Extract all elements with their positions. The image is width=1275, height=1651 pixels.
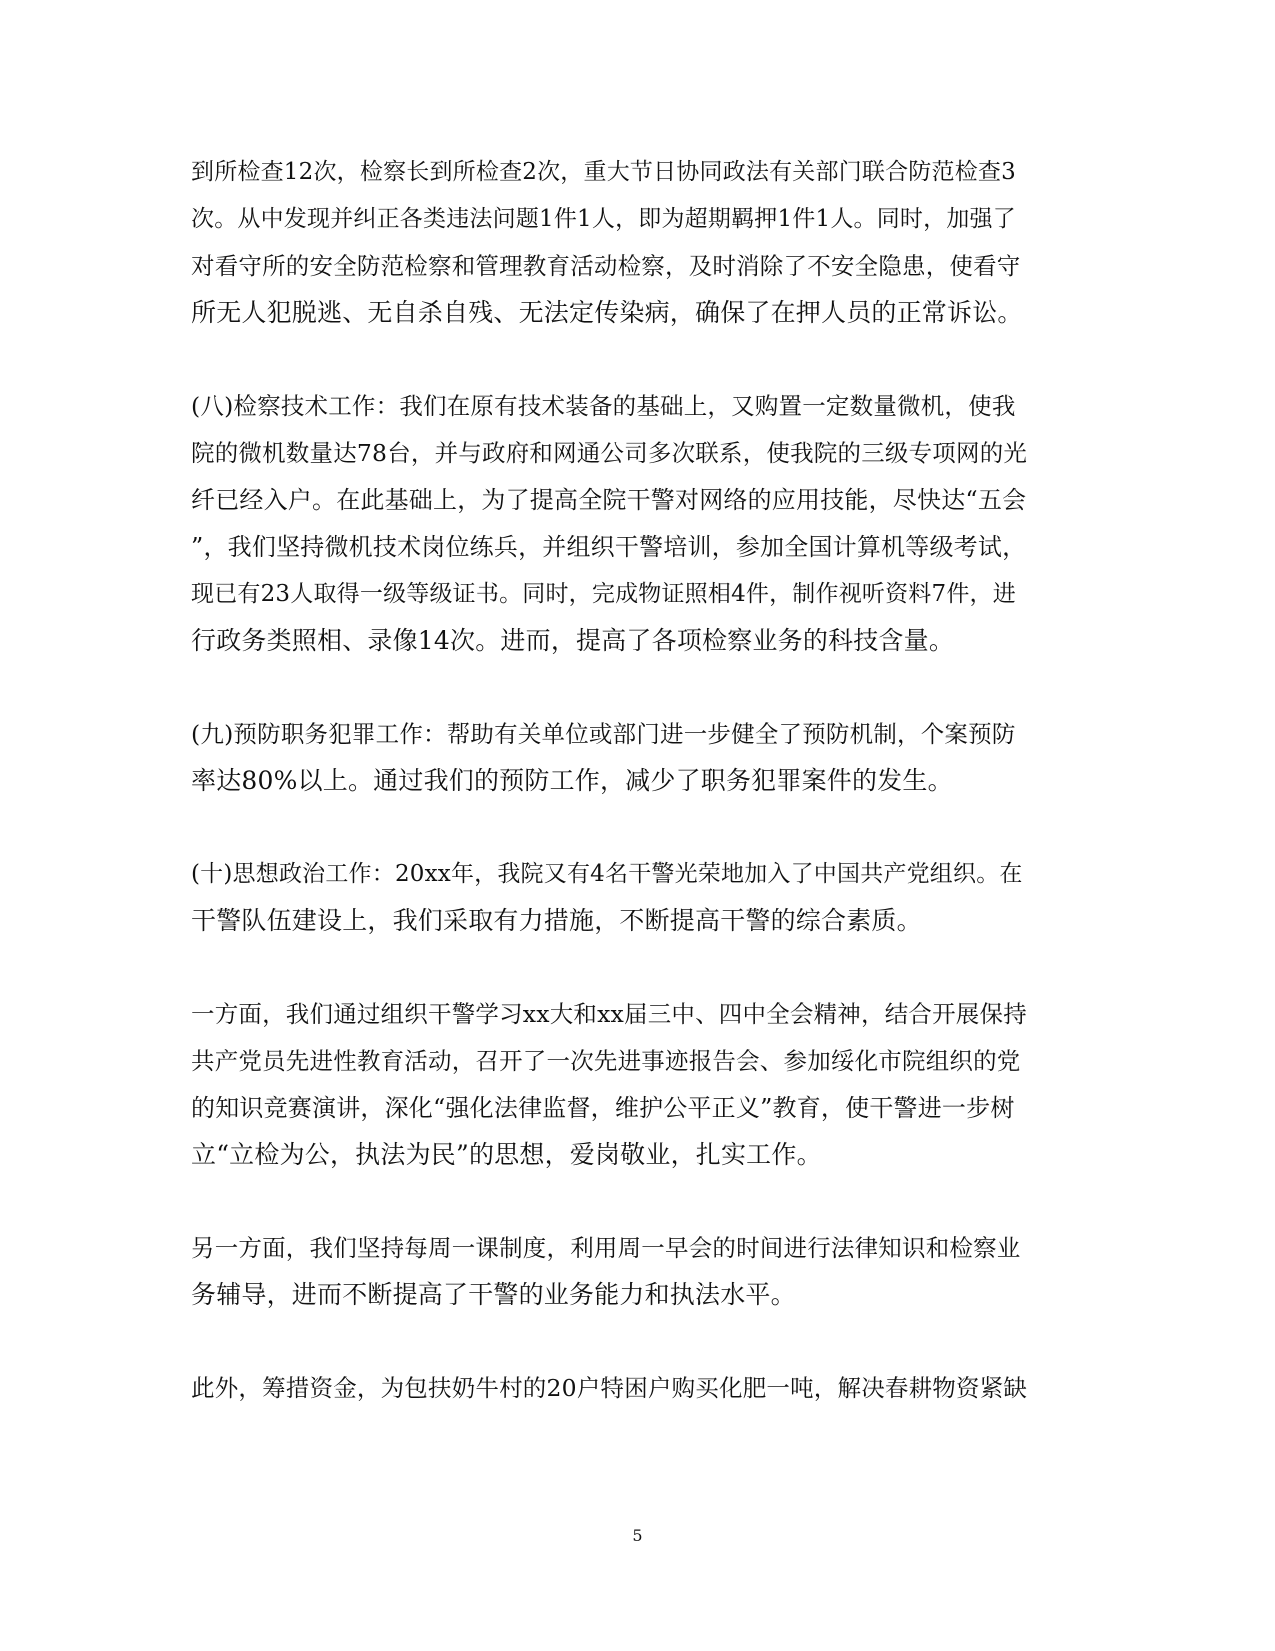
- paragraph-2-line-3: 纤已经入户。在此基础上，为了提高全院干警对网络的应用技能，尽快达“五会: [191, 486, 1027, 514]
- paragraph-7-line-1: 此外，筹措资金，为包扶奶牛村的20户特困户购买化肥一吨，解决春耕物资紧缺: [191, 1374, 1028, 1402]
- paragraph-1-line-3: 对看守所的安全防范检察和管理教育活动检察，及时消除了不安全隐患，使看守: [191, 252, 1021, 280]
- paragraph-3-line-1: (九)预防职务犯罪工作：帮助有关单位或部门进一步健全了预防机制，个案预防: [191, 720, 1016, 748]
- paragraph-1-line-2: 次。从中发现并纠正各类违法问题1件1人，即为超期羁押1件1人。同时，加强了: [191, 206, 1016, 232]
- paragraph-6-line-2: 务辅导，进而不断提高了干警的业务能力和执法水平。: [191, 1280, 796, 1309]
- paragraph-2-line-4: ”，我们坚持微机技术岗位练兵，并组织干警培训，参加全国计算机等级考试，: [191, 533, 1027, 561]
- paragraph-2-line-2: 院的微机数量达78台，并与政府和网通公司多次联系，使我院的三级专项网的光: [191, 439, 1028, 467]
- paragraph-1-line-4: 所无人犯脱逃、无自杀自残、无法定传染病，确保了在押人员的正常诉讼。: [191, 298, 1023, 327]
- page-number: 5: [632, 1526, 643, 1545]
- paragraph-6-line-1: 另一方面，我们坚持每周一课制度，利用周一早会的时间进行法律知识和检察业: [191, 1234, 1021, 1262]
- paragraph-1-line-1: 到所检查12次，检察长到所检查2次，重大节日协同政法有关部门联合防范检查3: [191, 159, 1016, 185]
- paragraph-5-line-3: 的知识竞赛演讲，深化“强化法律监督，维护公平正义”教育，使干警进一步树: [191, 1094, 1015, 1122]
- paragraph-5-line-1: 一方面，我们通过组织干警学习xx大和xx届三中、四中全会精神，结合开展保持: [191, 1000, 1027, 1028]
- paragraph-4-line-2: 干警队伍建设上，我们采取有力措施，不断提高干警的综合素质。: [191, 906, 922, 935]
- paragraph-4-line-1: (十)思想政治工作：20xx年，我院又有4名干警光荣地加入了中国共产党组织。在: [191, 861, 1023, 887]
- paragraph-2-line-6: 行政务类照相、录像14次。进而，提高了各项检察业务的科技含量。: [191, 626, 955, 655]
- paragraph-2-line-5: 现已有23人取得一级等级证书。同时，完成物证照相4件，制作视听资料7件，进: [191, 581, 1016, 607]
- paragraph-2-line-1: (八)检察技术工作：我们在原有技术装备的基础上，又购置一定数量微机，使我: [191, 392, 1016, 420]
- paragraph-3-line-2: 率达80%以上。通过我们的预防工作，减少了职务犯罪案件的发生。: [191, 766, 953, 795]
- paragraph-5-line-4: 立“立检为公，执法为民”的思想，爱岗敬业，扎实工作。: [191, 1140, 822, 1169]
- paragraph-5-line-2: 共产党员先进性教育活动，召开了一次先进事迹报告会、参加绥化市院组织的党: [191, 1047, 1021, 1075]
